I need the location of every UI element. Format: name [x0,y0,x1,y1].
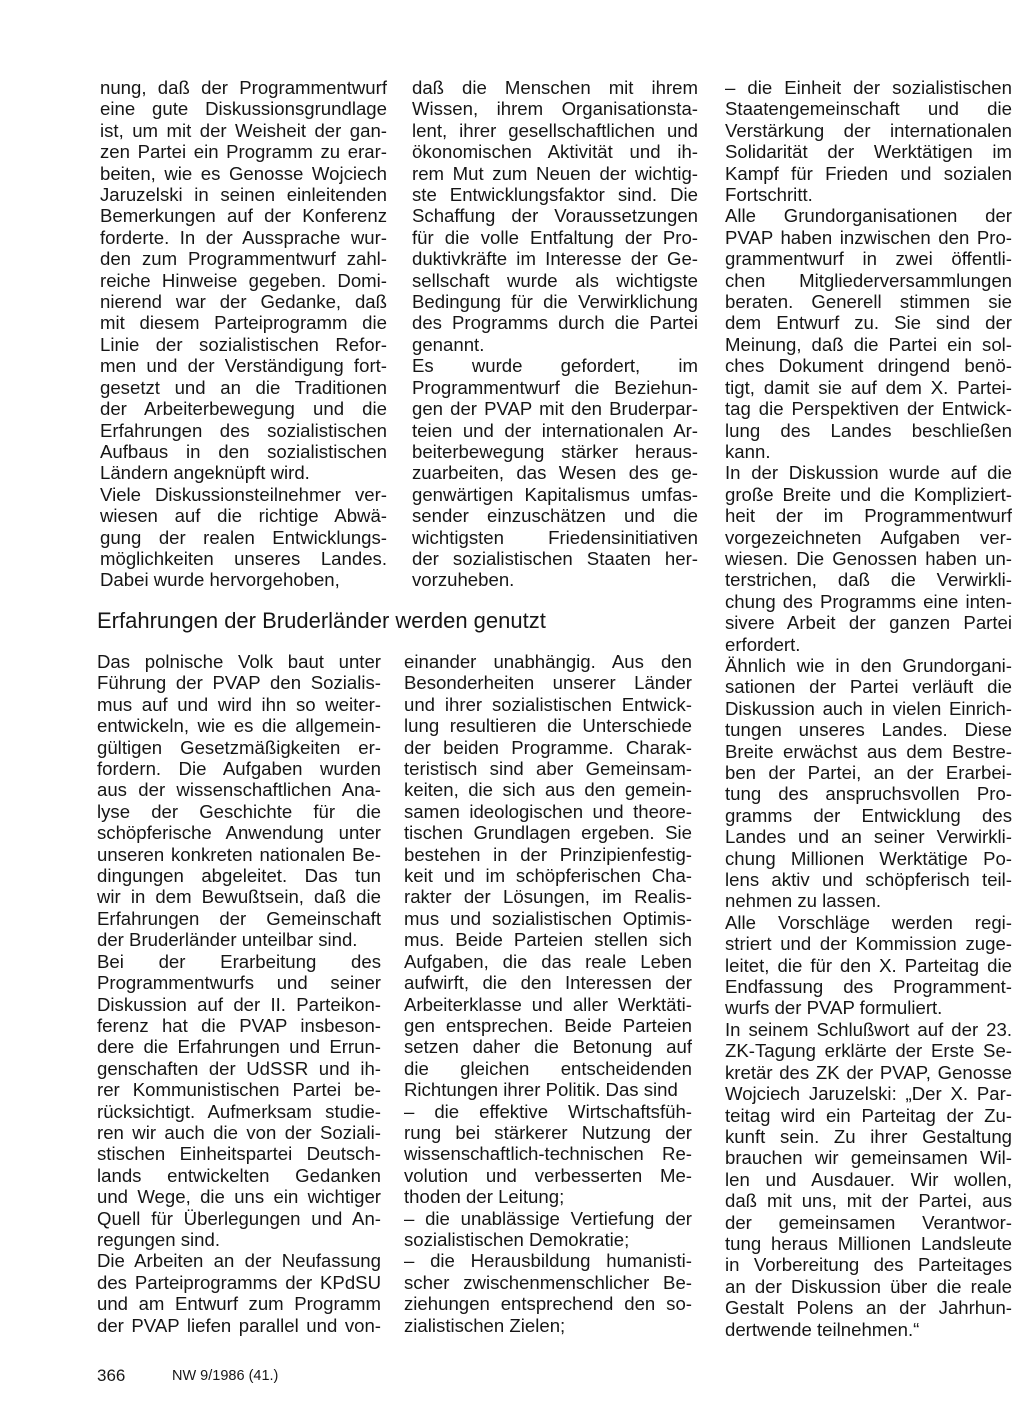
text-line: für die volle Entfaltung der Pro- [412,226,698,248]
text-line: gramms der Entwicklung des [725,804,1012,826]
text-line: Arbeiterklasse und aller Werktäti- [404,993,692,1015]
text-line: Aufgaben, die das reale Leben [404,950,692,972]
text-line: ZK-Tagung erklärte der Erste Se- [725,1040,1012,1062]
text-line: – die Herausbildung humanisti- [404,1250,692,1272]
article-column-top-middle [412,77,698,591]
text-line: Dabei wurde hervorgehoben, [100,569,340,591]
text-line: ren wir auch die von der Soziali- [97,1121,381,1143]
text-line: Solidarität der Werktätigen im [725,141,1012,163]
text-line: Diskussion auch in vielen Einrich- [725,697,1012,719]
text-line: reiche Hinweise gegeben. Domi- [100,269,387,291]
text-line: Verstärkung der internationalen [725,119,1012,141]
text-line: Breite erwächst aus dem Bestre- [725,740,1012,762]
text-line: schöpferische Anwendung unter [97,822,381,844]
text-line: PVAP haben inzwischen den Pro- [725,226,1012,248]
article-column-bottom-left [97,651,381,1336]
text-line: keit und im schöpferischen Cha- [404,865,692,887]
text-line: Bei der Erarbeitung des [97,950,381,972]
text-line: Aufbaus in den sozialistischen [100,440,387,462]
text-line: teien und der internationalen Ar- [412,419,698,441]
text-line: erfordert. [725,633,801,655]
text-line: sellschaft wurde als wichtigste [412,269,698,291]
text-line: nung, daß der Programmentwurf [100,77,387,98]
text-line: kretär des ZK der PVAP, Genosse [725,1061,1012,1083]
text-line: tungen unseres Landes. Diese [725,719,1012,741]
text-line: stischen Einheitspartei Deutsch- [97,1143,381,1165]
text-line: In der Diskussion wurde auf die [725,462,1012,484]
text-line: In seinem Schlußwort auf der 23. [725,1018,1012,1040]
text-line: kunft sein. Zu ihrer Gestaltung [725,1125,1012,1147]
text-line: dere die Erfahrungen und Errun- [97,1036,381,1058]
text-line: beiterbewegung stärker heraus- [412,440,698,462]
text-line: teitag wird ein Parteitag der Zu- [725,1104,1012,1126]
text-line: ferenz hat die PVAP insbeson- [97,1014,381,1036]
text-line: der PVAP liefen parallel und von- [97,1314,381,1336]
text-line: und am Entwurf zum Programm [97,1293,381,1315]
text-line: Programmentwurf die Beziehun- [412,376,698,398]
text-line: sivere Arbeit der ganzen Partei [725,612,1012,634]
text-line: wichtigsten Friedensinitiativen [412,526,698,548]
text-line: Ländern angeknüpft wird. [100,462,310,484]
text-line: Programmentwurfs und seiner [97,972,381,994]
text-line: Linie der sozialistischen Refor- [100,333,387,355]
text-line: Kampf für Frieden und sozialen [725,162,1012,184]
text-line: Endfassung des Programment- [725,976,1012,998]
text-line: lyse der Geschichte für die [97,800,381,822]
text-line: zen Partei ein Programm zu erar- [100,141,387,163]
article-column-right [725,77,1012,1340]
text-line: genwärtigen Kapitalismus umfas- [412,483,698,505]
text-line: fordern. Die Aufgaben wurden [97,758,381,780]
text-line: Diskussion auf der II. Parteikon- [97,993,381,1015]
text-line: lens aktiv und schöpferisch teil- [725,869,1012,891]
text-line: der Bruderländer unteilbar sind. [97,929,358,951]
text-line: teristisch sind aber Gemeinsam- [404,758,692,780]
text-line: leitet, die für den X. Parteitag die [725,954,1012,976]
text-line: aufwirft, die den Interessen der [404,972,692,994]
text-line: des Programms durch die Partei [412,312,698,334]
text-line: lung des Landes beschließen [725,419,1012,441]
text-line: wurfs der PVAP formuliert. [725,997,943,1019]
text-line: Viele Diskussionsteilnehmer ver- [100,483,387,505]
text-line: mus. Beide Parteien stellen sich [404,929,692,951]
text-line: mus und sozialistischen Optimis- [404,907,692,929]
text-line: daß mit uns, mit der Partei, aus [725,1190,1012,1212]
text-line: beiten, wie es Genosse Wojciech [100,162,387,184]
text-line: Quell für Überlegungen und An- [97,1207,381,1229]
text-line: Wojciech Jaruzelski: „Der X. Par- [725,1083,1012,1105]
text-line: Besonderheiten unserer Länder [404,672,692,694]
text-line: Erfahrungen der Gemeinschaft [97,907,381,929]
text-line: tischen Grundlagen ergeben. Sie [404,822,692,844]
article-column-top-left [100,77,387,591]
text-line: der sozialistischen Staaten her- [412,547,698,569]
text-line: Fortschritt. [725,184,813,206]
text-line: wir in dem Bewußtsein, daß die [97,886,381,908]
text-line: einander unabhängig. Aus den [404,651,692,672]
text-line: Landes und an seiner Verwirkli- [725,826,1012,848]
text-line: der gemeinsamen Verantwor- [725,1211,1012,1233]
text-line: setzen daher die Betonung auf [404,1036,692,1058]
text-line: gen der PVAP mit den Bruderpar- [412,398,698,420]
text-line: keiten, die sich aus den gemein- [404,779,692,801]
text-line: tung heraus Millionen Landsleute [725,1232,1012,1254]
text-line: striert und der Kommission zuge- [725,933,1012,955]
text-line: thoden der Leitung; [404,1186,565,1208]
text-line: genannt. [412,333,485,355]
text-line: vorgezeichneten Aufgaben ver- [725,526,1012,548]
text-line: sozialistischen Demokratie; [404,1228,630,1250]
text-line: ches Dokument dringend benö- [725,355,1012,377]
text-line: der beiden Programme. Charak- [404,736,692,758]
text-line: Das polnische Volk baut unter [97,651,381,672]
text-line: gung der realen Entwicklungs- [100,526,387,548]
text-line: ziehungen entsprechend den so- [404,1293,692,1315]
page-number: 366 [97,1366,126,1385]
text-line: des Parteiprogramms der KPdSU [97,1271,381,1293]
text-line: Alle Vorschläge werden regi- [725,911,1012,933]
text-line: gültigen Gesetzmäßigkeiten er- [97,736,381,758]
text-line: regungen sind. [97,1228,221,1250]
text-line: lung resultieren die Unterschiede [404,715,692,737]
text-line: scher zwischenmenschlicher Be- [404,1271,692,1293]
text-line: ökonomischen Aktivität und ih- [412,141,698,163]
text-line: mit diesem Parteiprogramm die [100,312,387,334]
text-line: wissenschaftlich-technischen Re- [404,1143,692,1165]
text-line: mus auf und wird ihn so weiter- [97,693,381,715]
text-line: und ihrer sozialistischen Entwick- [404,693,692,715]
text-line: dem Entwurf zu. Sie sind der [725,312,1012,334]
section-heading: Erfahrungen der Bruderländer werden genutzt [97,608,546,633]
text-line: nehmen zu lassen. [725,890,882,912]
text-line: grammentwurf in zwei öffentli- [725,248,1012,270]
text-line: rem Mut zum Neuen der wichtig- [412,162,698,184]
text-line: aus der wissenschaftlichen Ana- [97,779,381,801]
text-line: rakter der Lösungen, im Realis- [404,886,692,908]
text-line: möglichkeiten unseres Landes. [100,547,387,569]
text-line: dertwende teilnehmen.“ [725,1318,920,1340]
text-line: brauchen wir gemeinsamen Wil- [725,1147,1012,1169]
text-line: die gleichen entscheidenden [404,1057,692,1079]
text-line: den zum Programmentwurf zahl- [100,248,387,270]
text-line: Alle Grundorganisationen der [725,205,1012,227]
text-line: rer Kommunistischen Partei be- [97,1079,381,1101]
text-line: Staatengemeinschaft und die [725,98,1012,120]
text-line: – die unablässige Vertiefung der [404,1207,692,1229]
text-line: sationen der Partei verläuft die [725,676,1012,698]
text-line: an der Diskussion über die reale [725,1275,1012,1297]
text-line: ben der Partei, an der Erarbei- [725,762,1012,783]
text-line: daß die Menschen mit ihrem [412,77,698,98]
text-line: wiesen. Die Genossen haben un- [725,547,1012,569]
text-line: Jaruzelski in seinen einleitenden [100,184,387,206]
text-line: vorzuheben. [412,569,515,591]
text-line: heit der im Programmentwurf [725,505,1012,527]
text-line: lands entwickelten Gedanken [97,1164,381,1186]
text-line: tigt, damit sie auf dem X. Partei- [725,376,1012,398]
text-line: rung bei stärkerer Nutzung der [404,1121,692,1143]
text-line: zuarbeiten, das Wesen des ge- [412,462,698,484]
text-line: Bemerkungen auf der Konferenz [100,205,387,227]
text-line: – die Einheit der sozialistischen [725,77,1012,98]
text-line: sender einzuschätzen und die [412,505,698,527]
text-line: forderte. In der Aussprache wur- [100,226,387,248]
text-line: Erfahrungen des sozialistischen [100,419,387,441]
text-line: Richtungen ihrer Politik. Das sind [404,1079,678,1101]
text-line: zialistischen Zielen; [404,1314,566,1336]
text-line: eine gute Diskussionsgrundlage [100,98,387,120]
text-line: Es wurde gefordert, im [412,355,698,377]
text-line: gesetzt und an die Traditionen [100,376,387,398]
text-line: samen ideologischen und theore- [404,800,692,822]
text-line: Bedingung für die Verwirklichung [412,291,698,313]
text-line: unseren konkreten nationalen Be- [97,843,381,865]
text-line: beraten. Generell stimmen sie [725,291,1012,313]
text-line: Ähnlich wie in den Grundorgani- [725,654,1012,676]
article-column-bottom-middle [404,651,692,1336]
text-line: Schaffung der Voraussetzungen [412,205,698,227]
text-line: rücksichtigt. Aufmerksam studie- [97,1100,381,1122]
text-line: genschaften der UdSSR und ih- [97,1057,381,1079]
text-line: Meinung, daß die Partei ein sol- [725,333,1012,355]
text-line: ist, um mit der Weisheit der gan- [100,119,387,141]
text-line: nierend war der Gedanke, daß [100,291,387,313]
text-line: Die Arbeiten an der Neufassung [97,1250,381,1272]
text-line: bestehen in der Prinzipienfestig- [404,843,692,865]
text-line: wiesen auf die richtige Abwä- [100,505,387,527]
text-line: Wissen, ihrem Organisationsta- [412,98,698,120]
text-line: und Wege, die uns ein wichtiger [97,1186,381,1208]
text-line: in Vorbereitung des Parteitages [725,1254,1012,1276]
text-line: chung des Programms eine inten- [725,590,1012,612]
text-line: men und der Verständigung fort- [100,355,387,377]
text-line: Führung der PVAP den Sozialis- [97,672,381,694]
text-line: len und Ausdauer. Wir wollen, [725,1168,1012,1190]
text-line: gen entsprechen. Beide Parteien [404,1014,692,1036]
text-line: volution und verbesserten Me- [404,1164,692,1186]
text-line: ste Entwicklungsfaktor sind. Die [412,184,698,206]
text-line: dingungen abgeleitet. Das tun [97,865,381,887]
text-line: kann. [725,440,771,462]
text-line: Gestalt Polens an der Jahrhun- [725,1297,1012,1319]
text-line: chen Mitgliederversammlungen [725,269,1012,291]
text-line: terstrichen, daß die Verwirkli- [725,569,1012,591]
text-line: tag die Perspektiven der Entwick- [725,398,1012,420]
text-line: große Breite und die Kompliziert- [725,483,1012,505]
text-line: entwickeln, wie es die allgemein- [97,715,381,737]
issue-reference: NW 9/1986 (41.) [172,1368,279,1384]
text-line: lent, ihrer gesellschaftlichen und [412,119,698,141]
text-line: – die effektive Wirtschaftsfüh- [404,1100,692,1122]
text-line: chung Millionen Werktätige Po- [725,847,1012,869]
text-line: der Arbeiterbewegung und die [100,398,387,420]
text-line: duktivkräfte im Interesse der Ge- [412,248,698,270]
text-line: tung des anspruchsvollen Pro- [725,783,1012,805]
